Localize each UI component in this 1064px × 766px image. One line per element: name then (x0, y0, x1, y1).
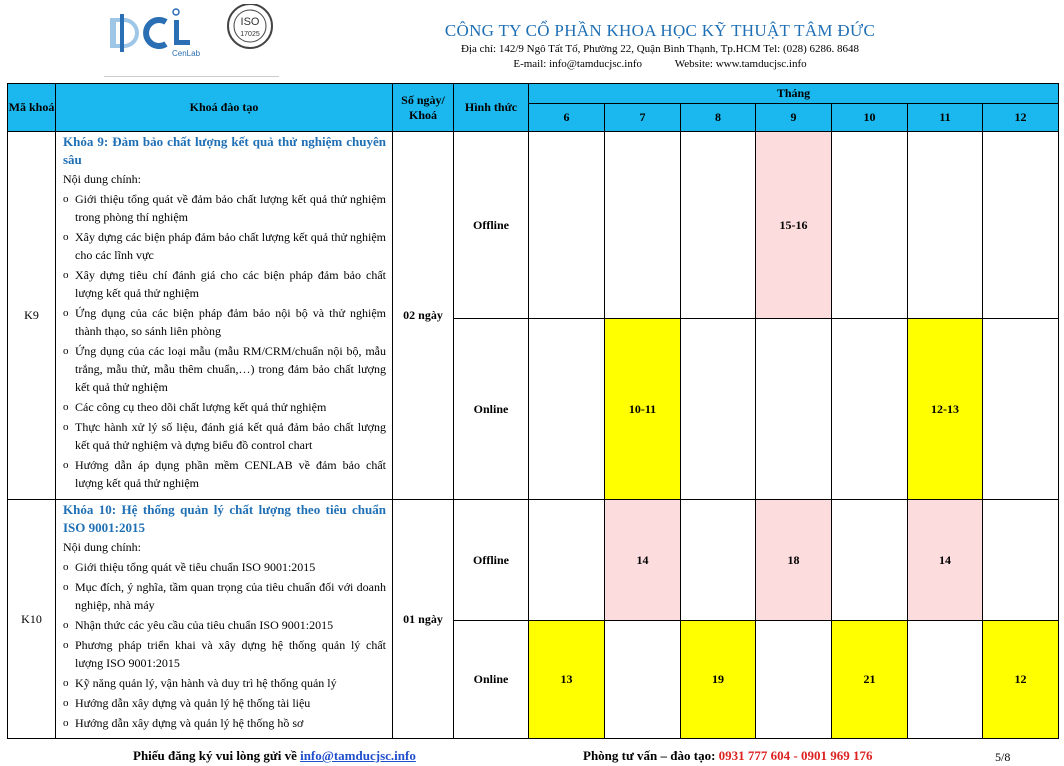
schedule-cell (983, 500, 1059, 621)
schedule-date: 15-16 (779, 217, 808, 232)
schedule-cell (832, 132, 908, 319)
iso-number: 17025 (240, 31, 260, 38)
schedule-cell (908, 621, 983, 739)
content-label: Nội dung chính: (63, 540, 141, 554)
schedule-cell (983, 621, 1059, 739)
company-address: Địa chỉ: 142/9 Ngô Tất Tố, Phường 22, Quận Bình Thạnh, Tp.HCM Tel: (028) 6286. 8648 (460, 43, 860, 55)
schedule-cell (908, 319, 983, 500)
format-offline: Offline (454, 132, 529, 319)
register-note (133, 748, 416, 764)
schedule-cell (756, 500, 832, 621)
list-item: o Xây dựng tiêu chí đánh giá cho các biện pháp đảm bảo chất lượng kết quả thử nghiệm (63, 266, 386, 302)
content-list (63, 190, 386, 492)
format-offline: Offline (454, 500, 529, 621)
course-description (56, 132, 393, 500)
logo-divider (104, 76, 279, 77)
content-list (63, 558, 386, 732)
training-schedule-table (7, 83, 1059, 739)
company-name: CÔNG TY CỔ PHẦN KHOA HỌC KỸ THUẬT TÂM ĐỨC (444, 21, 876, 40)
consult-text: Phòng tư vấn – đào tạo: (583, 748, 716, 763)
page-header (0, 0, 1064, 82)
month-header: 10 (832, 104, 908, 132)
logo-text: CenLab (172, 49, 201, 58)
schedule-cell (681, 500, 756, 621)
schedule-cell (756, 319, 832, 500)
schedule-cell (681, 132, 756, 319)
course-days: 02 ngày (393, 132, 454, 500)
list-item: o Giới thiệu tổng quát về đảm bảo chất lượng kết quả thử nghiệm trong phòng thí nghiệm (63, 190, 386, 226)
schedule-date: 12-13 (931, 401, 959, 416)
month-header: 6 (529, 104, 605, 132)
schedule-date: 13 (560, 672, 573, 686)
list-item: o Phương pháp triển khai và xây dựng hệ thống quản lý chất lượng ISO 9001:2015 (63, 636, 386, 672)
col-code-header: Mã khoá (8, 84, 56, 132)
consult-phones: 0931 777 604 - 0901 969 176 (718, 748, 873, 763)
schedule-cell (605, 500, 681, 621)
list-item: o Hướng dẫn áp dụng phần mềm CENLAB về đảm bảo chất lượng kết quả thử nghiệm (63, 456, 386, 492)
month-header: 8 (681, 104, 756, 132)
schedule-cell (908, 500, 983, 621)
list-item: o Các công cụ theo dõi chất lượng kết quả thử nghiệm (63, 398, 386, 416)
schedule-cell (605, 319, 681, 500)
company-info (300, 20, 1020, 72)
list-item: o Giới thiệu tổng quát về tiêu chuẩn ISO 9001:2015 (63, 558, 386, 576)
content-label: Nội dung chính: (63, 172, 141, 186)
course-days: 01 ngày (393, 500, 454, 739)
list-item: o Thực hành xử lý số liệu, đánh giá kết quả đảm bảo chất lượng kết quả thử nghiệm và dựng biểu đồ control chart (63, 418, 386, 454)
iso-text: ISO (240, 16, 260, 28)
course-title: Khóa 9: Đảm bảo chất lượng kết quả thử nghiệm chuyên sâu (63, 134, 386, 167)
table-row (8, 132, 1059, 319)
schedule-cell (529, 621, 605, 739)
course-description (56, 500, 393, 739)
cenlab-logo (104, 4, 279, 78)
course-code: K10 (8, 500, 56, 739)
schedule-cell (983, 132, 1059, 319)
schedule-cell (681, 319, 756, 500)
company-contact (300, 57, 1020, 72)
schedule-cell (681, 621, 756, 739)
month-header: 7 (605, 104, 681, 132)
schedule-cell (529, 500, 605, 621)
company-email: E-mail: info@tamducjsc.info (513, 58, 642, 70)
col-month-header: Tháng (529, 84, 1059, 104)
schedule-cell (832, 500, 908, 621)
schedule-date: 14 (939, 552, 951, 567)
schedule-date: 18 (787, 552, 800, 567)
schedule-cell (756, 132, 832, 319)
list-item: o Mục đích, ý nghĩa, tầm quan trọng của tiêu chuẩn đối với doanh nghiệp, nhà máy (63, 578, 386, 614)
col-days-header: Số ngày/ Khoá (393, 84, 454, 132)
format-online: Online (454, 319, 529, 500)
page-footer (0, 746, 1064, 766)
company-website: Website: www.tamducjsc.info (674, 58, 807, 70)
month-header: 9 (756, 104, 832, 132)
schedule-cell (908, 132, 983, 319)
month-header: 11 (908, 104, 983, 132)
col-format-header: Hình thức (454, 84, 529, 132)
register-text: Phiếu đăng ký vui lòng gửi về (133, 748, 297, 763)
schedule-date: 10-11 (628, 401, 657, 416)
course-title: Khóa 10: Hệ thống quản lý chất lượng theo tiêu chuẩn ISO 9001:2015 (63, 502, 386, 535)
schedule-date: 19 (712, 672, 724, 686)
list-item: o Nhận thức các yêu cầu của tiêu chuẩn ISO 9001:2015 (63, 616, 386, 634)
list-item: o Ứng dụng của các biện pháp đảm bảo nội bộ và thử nghiệm thành thạo, so sánh liên phòng (63, 304, 386, 340)
schedule-date: 21 (863, 672, 876, 686)
month-header: 12 (983, 104, 1059, 132)
schedule-cell (529, 319, 605, 500)
consult-note (583, 748, 873, 764)
schedule-date: 12 (1014, 672, 1027, 686)
schedule-date: 14 (636, 552, 649, 567)
list-item: o Kỹ năng quản lý, vận hành và duy trì hệ thống quản lý (63, 674, 386, 692)
schedule-cell (832, 621, 908, 739)
col-course-header: Khoá đào tạo (56, 84, 393, 132)
list-item: o Ứng dụng của các loại mẫu (mẫu RM/CRM/chuẩn nội bộ, mẫu trắng, mẫu thử, mẫu thêm chuẩn,…) trong đảm bảo chất lượng kết quả thử nghiệm (63, 342, 386, 396)
schedule-cell (605, 132, 681, 319)
format-online: Online (454, 621, 529, 739)
schedule-cell (983, 319, 1059, 500)
list-item: o Hướng dẫn xây dựng và quản lý hệ thống hồ sơ (63, 714, 386, 732)
schedule-cell (832, 319, 908, 500)
list-item: o Xây dựng các biện pháp đảm bảo chất lượng kết quả thử nghiệm cho các lĩnh vực (63, 228, 386, 264)
course-code: K9 (8, 132, 56, 500)
schedule-cell (529, 132, 605, 319)
list-item: o Hướng dẫn xây dựng và quản lý hệ thống tài liệu (63, 694, 386, 712)
schedule-cell (605, 621, 681, 739)
register-email-link[interactable]: info@tamducjsc.info (300, 748, 416, 763)
table-row (8, 500, 1059, 621)
page-number: 5/8 (995, 750, 1011, 764)
schedule-cell (756, 621, 832, 739)
